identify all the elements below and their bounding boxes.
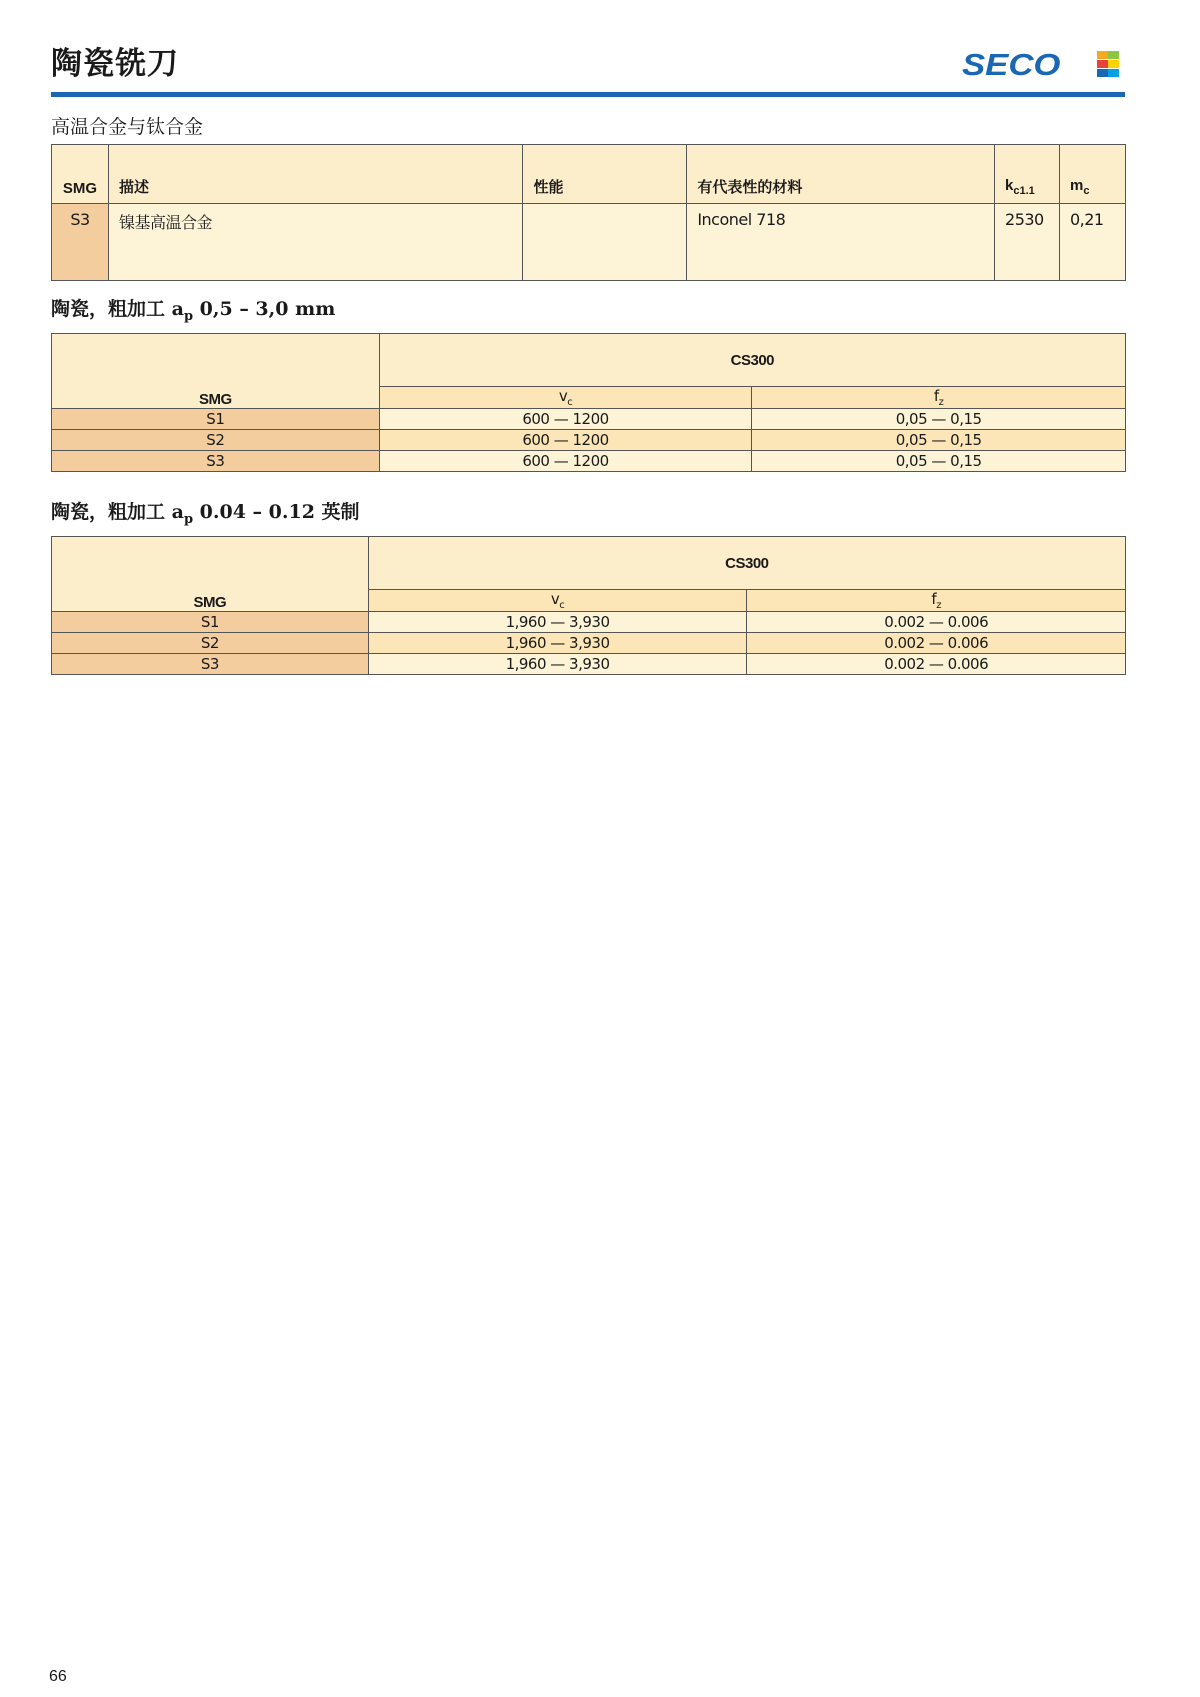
cell-smg: S1	[52, 612, 369, 633]
cell-vc: 1,960 — 3,930	[368, 633, 747, 654]
table-row	[52, 633, 1126, 654]
table-row	[52, 430, 1126, 451]
table-row	[52, 204, 1126, 281]
cell-kc: 2530	[995, 204, 1060, 281]
cell-fz: 0.002 — 0.006	[747, 633, 1126, 654]
header-grade: CS300	[379, 334, 1125, 387]
cell-description: 镍基高温合金	[108, 204, 523, 281]
table-row	[52, 409, 1126, 430]
header-properties: 性能	[523, 145, 687, 204]
header-materials: 有代表性的材料	[687, 145, 995, 204]
table-row	[52, 451, 1126, 472]
header-grade: CS300	[368, 537, 1125, 590]
cell-vc: 600 — 1200	[379, 409, 752, 430]
section1-heading: 高温合金与钛合金	[51, 116, 204, 138]
cell-fz: 0.002 — 0.006	[747, 612, 1126, 633]
cell-smg: S2	[52, 430, 380, 451]
cutting-data-table-metric	[51, 333, 1126, 472]
material-table-header	[52, 145, 1126, 204]
header-smg: SMG	[52, 145, 109, 204]
cell-material: Inconel 718	[687, 204, 995, 281]
page-title: 陶瓷铣刀	[51, 46, 179, 82]
header-rule	[51, 92, 1125, 97]
header-fz: $f_z$	[752, 387, 1126, 409]
section3-heading: 陶瓷，粗加工 $a_p$ 0.04 – 0.12 英制	[51, 501, 360, 527]
seco-logo	[962, 47, 1061, 83]
header-vc: $v_c$	[379, 387, 752, 409]
section2-heading: 陶瓷，粗加工 $a_p$ 0,5 – 3,0 mm	[51, 298, 336, 324]
cell-vc: 1,960 — 3,930	[368, 654, 747, 675]
table-row	[52, 612, 1126, 633]
header-vc: $v_c$	[368, 590, 747, 612]
cell-vc: 1,960 — 3,930	[368, 612, 747, 633]
cell-fz: 0,05 — 0,15	[752, 451, 1126, 472]
page-number: 66	[49, 1668, 67, 1685]
cell-fz: 0.002 — 0.006	[747, 654, 1126, 675]
cell-fz: 0,05 — 0,15	[752, 409, 1126, 430]
header-smg: SMG	[52, 334, 380, 409]
cell-smg: S3	[52, 654, 369, 675]
header-smg: SMG	[52, 537, 369, 612]
cell-properties	[523, 204, 687, 281]
cell-mc: 0,21	[1059, 204, 1125, 281]
cell-fz: 0,05 — 0,15	[752, 430, 1126, 451]
header-mc: $m_c$	[1059, 145, 1125, 204]
logo-color-mark-icon	[1097, 51, 1119, 77]
cell-smg: S3	[52, 451, 380, 472]
table-row	[52, 654, 1126, 675]
material-table	[51, 144, 1126, 281]
cutting-data-table-imperial	[51, 536, 1126, 675]
cell-vc: 600 — 1200	[379, 451, 752, 472]
cell-smg: S1	[52, 409, 380, 430]
logo-text: SECO	[962, 47, 1061, 82]
header-fz: $f_z$	[747, 590, 1126, 612]
cell-smg: S3	[52, 204, 109, 281]
cell-smg: S2	[52, 633, 369, 654]
header-kc: $k_{c1.1}$	[995, 145, 1060, 204]
cell-vc: 600 — 1200	[379, 430, 752, 451]
header-description: 描述	[108, 145, 523, 204]
